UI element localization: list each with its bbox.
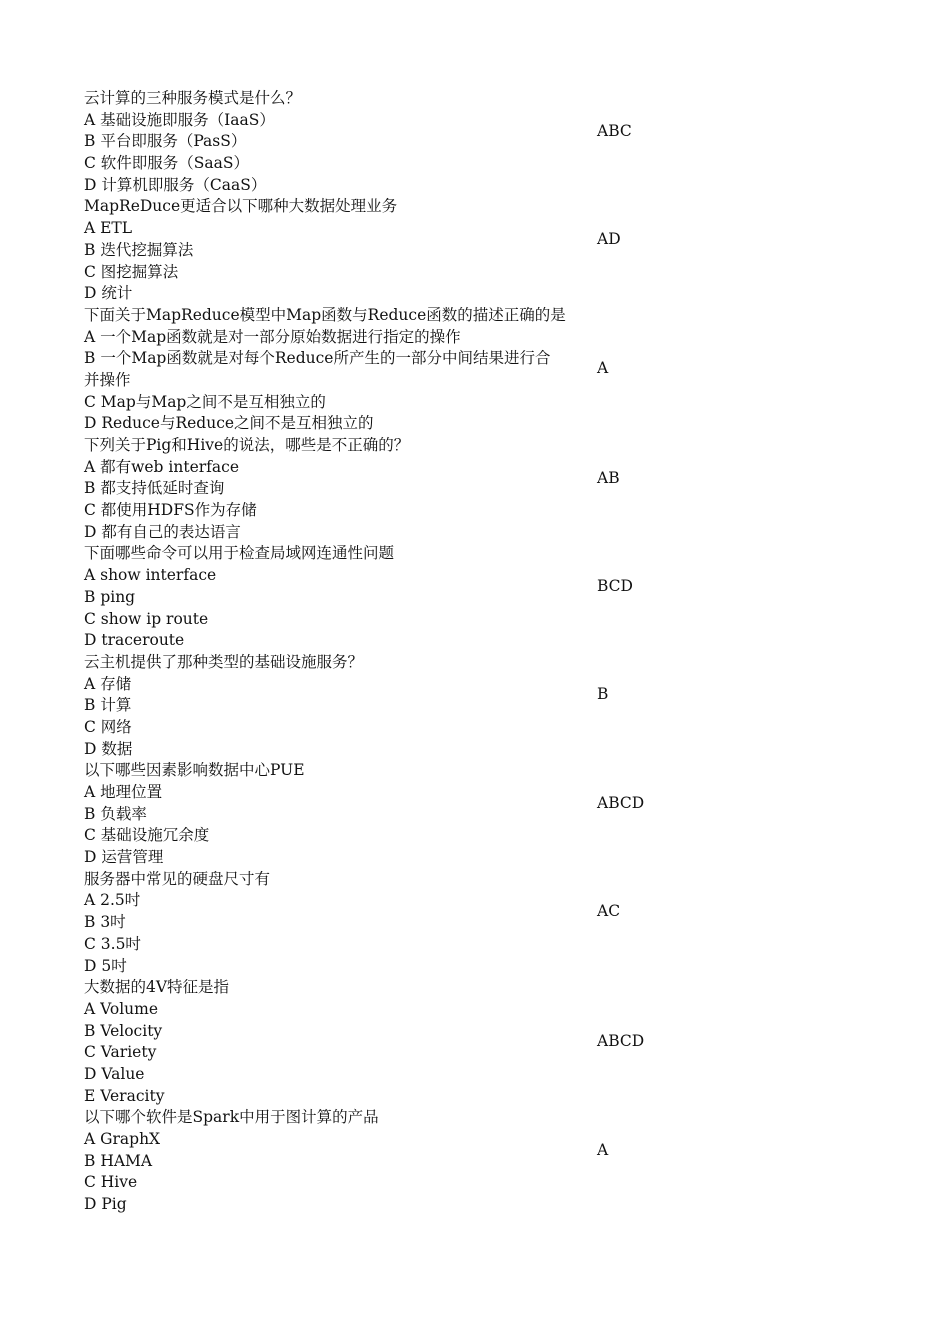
answer-cell: AC — [597, 902, 621, 921]
option-d: D traceroute — [84, 631, 185, 650]
option-a: A 地理位置 — [84, 783, 163, 801]
option-c: C Hive — [84, 1173, 138, 1192]
question-content — [84, 435, 597, 543]
option-a: A ETL — [84, 219, 133, 238]
option-c: C show ip route — [84, 609, 209, 628]
answer-cell: B — [597, 685, 609, 704]
question-block — [84, 88, 684, 196]
option-d: D 运营管理 — [84, 848, 164, 867]
answer-cell: A — [597, 1140, 609, 1159]
question-content — [84, 869, 597, 977]
question-content — [84, 543, 597, 651]
option-b: B 平台即服务（PasS） — [84, 132, 247, 151]
option-c: C 图挖掘算法 — [84, 262, 179, 281]
option-a: A 一个Map函数就是对一部分原始数据进行指定的操作 — [84, 327, 461, 346]
question-content — [84, 196, 597, 304]
option-b: B Velocity — [84, 1021, 163, 1040]
option-b: B 迭代挖掘算法 — [84, 240, 194, 259]
question-text: 以下哪些因素影响数据中心PUE — [84, 761, 305, 780]
question-block — [84, 977, 684, 1107]
answer-cell: A — [597, 359, 609, 378]
option-d: D Value — [84, 1064, 145, 1083]
answer-cell: BCD — [597, 576, 633, 595]
option-d: D 都有自己的表达语言 — [84, 522, 241, 541]
option-c: C 3.5吋 — [84, 934, 141, 953]
question-block — [84, 869, 684, 977]
answer-cell: AD — [597, 229, 621, 248]
option-d: D Pig — [84, 1195, 127, 1214]
question-block — [84, 305, 684, 435]
option-c: C Variety — [84, 1043, 157, 1062]
answer-cell: AB — [597, 468, 620, 487]
question-text: 以下哪个软件是Spark中用于图计算的产品 — [84, 1108, 379, 1127]
option-d: D 统计 — [84, 284, 133, 303]
option-c: C 软件即服务（SaaS） — [84, 154, 250, 173]
option-d: D 5吋 — [84, 956, 127, 975]
question-block — [84, 196, 684, 304]
option-b: B 一个Map函数就是对每个Reduce所产生的一部分中间结果进行合 — [84, 349, 551, 368]
question-block — [84, 543, 684, 651]
option-c: C 都使用HDFS作为存储 — [84, 501, 257, 520]
answer-cell: ABCD — [597, 793, 645, 812]
question-content — [84, 88, 597, 196]
option-a: A Volume — [84, 999, 159, 1018]
question-content — [84, 977, 597, 1107]
question-text: 下面关于MapReduce模型中Map函数与Reduce函数的描述正确的是 — [84, 305, 566, 324]
option-a: A 2.5吋 — [84, 891, 141, 910]
question-content — [84, 305, 597, 435]
answer-cell: ABCD — [597, 1032, 645, 1051]
question-text: MapReDuce更适合以下哪种大数据处理业务 — [84, 197, 398, 216]
question-text: 云主机提供了那种类型的基础设施服务？ — [84, 652, 364, 671]
option-b: B ping — [84, 587, 136, 606]
option-d: D 数据 — [84, 739, 133, 758]
option-b-continued: 并操作 — [84, 370, 131, 389]
option-d: D Reduce与Reduce之间不是互相独立的 — [84, 414, 374, 433]
option-c: C Map与Map之间不是互相独立的 — [84, 392, 326, 411]
option-b: B 计算 — [84, 696, 132, 715]
question-content — [84, 652, 597, 760]
question-text: 下列关于Pig和Hive的说法，哪些是不正确的？ — [84, 436, 410, 454]
option-b: B 负载率 — [84, 804, 147, 823]
answer-cell: ABC — [597, 121, 632, 140]
option-a: A show interface — [84, 566, 217, 585]
option-c: C 基础设施冗余度 — [84, 826, 210, 845]
option-b: B HAMA — [84, 1151, 153, 1170]
question-block — [84, 652, 684, 760]
option-b: B 3吋 — [84, 913, 126, 932]
question-content — [84, 1107, 597, 1215]
option-d: D 计算机即服务（CaaS） — [84, 175, 267, 194]
option-e: E Veracity — [84, 1086, 165, 1105]
question-text: 下面哪些命令可以用于检查局域网连通性问题 — [84, 544, 395, 563]
question-text: 云计算的三种服务模式是什么？ — [84, 89, 302, 107]
option-a: A 基础设施即服务（IaaS） — [84, 110, 275, 129]
question-sheet — [84, 88, 684, 1216]
option-b: B 都支持低延时查询 — [84, 479, 225, 498]
option-c: C 网络 — [84, 717, 132, 736]
question-text: 服务器中常见的硬盘尺寸有 — [84, 869, 271, 888]
question-block — [84, 760, 684, 868]
question-content — [84, 760, 597, 868]
option-a: A 都有web interface — [84, 457, 239, 476]
question-block — [84, 1107, 684, 1215]
option-a: A GraphX — [84, 1130, 161, 1148]
option-a: A 存储 — [84, 674, 132, 693]
question-text: 大数据的4V特征是指 — [84, 978, 230, 997]
question-block — [84, 435, 684, 543]
